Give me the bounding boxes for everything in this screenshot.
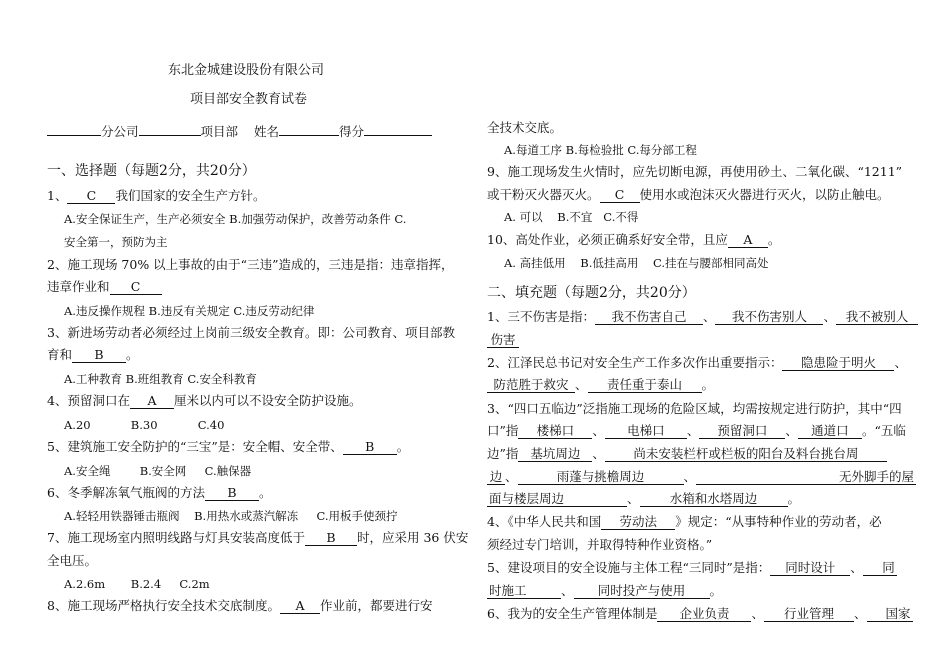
q7-options: A.2.6m B.2.4 C.2m xyxy=(64,577,210,591)
f4-cont: 须经过专门培训，并取得特种作业资格。” xyxy=(487,537,713,552)
q10-options: A. 高挂低用 B.低挂高用 C.挂在与腰部相同高处 xyxy=(504,256,769,270)
q6: 6、冬季解冻氧气瓶阀的方法 B 。 xyxy=(47,485,272,500)
q7: 7、施工现场室内照明线路与灯具安装高度低于 B 时，应采用 36 伏安 xyxy=(47,530,469,545)
q5: 5、建筑施工安全防护的“三宝”是：安全帽、安全带、 B 。 xyxy=(47,439,410,454)
q4-options: A.20 B.30 C.40 xyxy=(64,418,225,432)
name-blank[interactable] xyxy=(279,121,339,136)
f5-cont: 时施工 、 同时投产与使用 。 xyxy=(489,583,723,598)
f6: 6、我为的安全生产管理体制是 企业负责 、 行业管理 、 国家 xyxy=(487,606,911,621)
f4: 4、《中华人民共和国 劳动法 》规定：“从事特种作业的劳动者，必 xyxy=(487,514,882,529)
q2: 2、施工现场 70% 以上事故的由于“三违”造成的，三违是指：违章指挥， xyxy=(47,257,454,272)
company-name: 东北金城建设股份有限公司 xyxy=(168,63,325,78)
q8: 8、施工现场严格执行安全技术交底制度。 A 作业前，都要进行安 xyxy=(47,598,433,613)
f3-line5: 面与楼层周边 、 水箱和水塔周边 。 xyxy=(489,491,801,506)
q4: 4、预留洞口在 A 厘米以内可以不设安全防护设施。 xyxy=(47,393,362,408)
exam-title: 项目部安全教育试卷 xyxy=(190,92,308,107)
q9-options: A. 可以 B.不宜 C.不得 xyxy=(504,210,639,224)
q2-cont: 违章作业和 C xyxy=(47,279,162,295)
q3-options: A.工种教育 B.班组教育 C.安全科教育 xyxy=(64,372,257,386)
q8-cont: 全技术交底。 xyxy=(487,120,563,135)
f3-line4: 边 、 雨蓬与挑檐周边 、 无外脚手的屋 xyxy=(487,469,916,485)
q8-options: A.每道工序 B.每检验批 C.每分部工程 xyxy=(504,143,697,157)
q10: 10、高处作业，必须正确系好安全带，且应 A 。 xyxy=(487,232,781,247)
f3-line2: 口”指 楼梯口 、 电梯口 、 预留洞口 、 通道口 。“五临 xyxy=(487,423,906,438)
q7-cont: 全电压。 xyxy=(47,553,98,568)
f1: 1、三不伤害是指： 我不伤害自己 、 我不伤害别人 、 我不被别人 xyxy=(487,309,918,325)
q5-options: A.安全绳 B.安全网 C.触保器 xyxy=(64,464,252,478)
branch-blank[interactable] xyxy=(47,121,101,136)
q9-cont: 或干粉灭火器灭火。 C 使用水或泡沫灭火器进行灭火，以防止触电。 xyxy=(487,187,890,202)
f5: 5、建设项目的安全设施与主体工程“三同时”是指： 同时设计 、 同 xyxy=(487,560,895,575)
f3: 3、“四口五临边”泛指施工现场的危险区域，均需按规定进行防护，其中“四 xyxy=(487,401,902,416)
header-fields: 分公司 项目部 姓名 得分 xyxy=(47,121,432,140)
q2-options: A.违反操作规程 B.违反有关规定 C.违反劳动纪律 xyxy=(64,304,315,318)
f2-cont: 防范胜于救灾 、 责任重于泰山 。 xyxy=(487,377,714,393)
q1-options: A.安全保证生产，生产必须安全 B.加强劳动保护，改善劳动条件 C. xyxy=(64,212,407,226)
score-blank[interactable] xyxy=(364,121,432,136)
q3: 3、新进场劳动者必须经过上岗前三级安全教育。即：公司教育、项目部教 xyxy=(47,325,455,340)
f2: 2、江泽民总书记对安全生产工作多次作出重要指示： 隐患险于明火 、 xyxy=(487,355,907,370)
section2-heading: 二、填充题（每题2分，共20分） xyxy=(487,285,696,301)
section1-heading: 一、选择题（每题2分，共20分） xyxy=(47,163,256,179)
q1: 1、 C 我们国家的安全生产方针。 xyxy=(47,188,266,203)
q6-options: A.轻轻用铁器锤击瓶阀 B.用热水或蒸汽解冻 C.用板手使颈拧 xyxy=(64,509,398,523)
q1-options-cont: 安全第一，预防为主 xyxy=(64,235,168,249)
project-blank[interactable] xyxy=(139,121,201,136)
q9: 9、施工现场发生火情时，应先切断电源，再使用砂土、二氧化碳、“1211” xyxy=(487,164,903,179)
f1-cont: 伤害 xyxy=(487,332,519,348)
q3-cont: 育和 B 。 xyxy=(47,347,139,362)
f3-line3: 边”指 基坑周边 、 尚未安装栏杆或栏板的阳台及料台挑台周 xyxy=(487,446,887,462)
